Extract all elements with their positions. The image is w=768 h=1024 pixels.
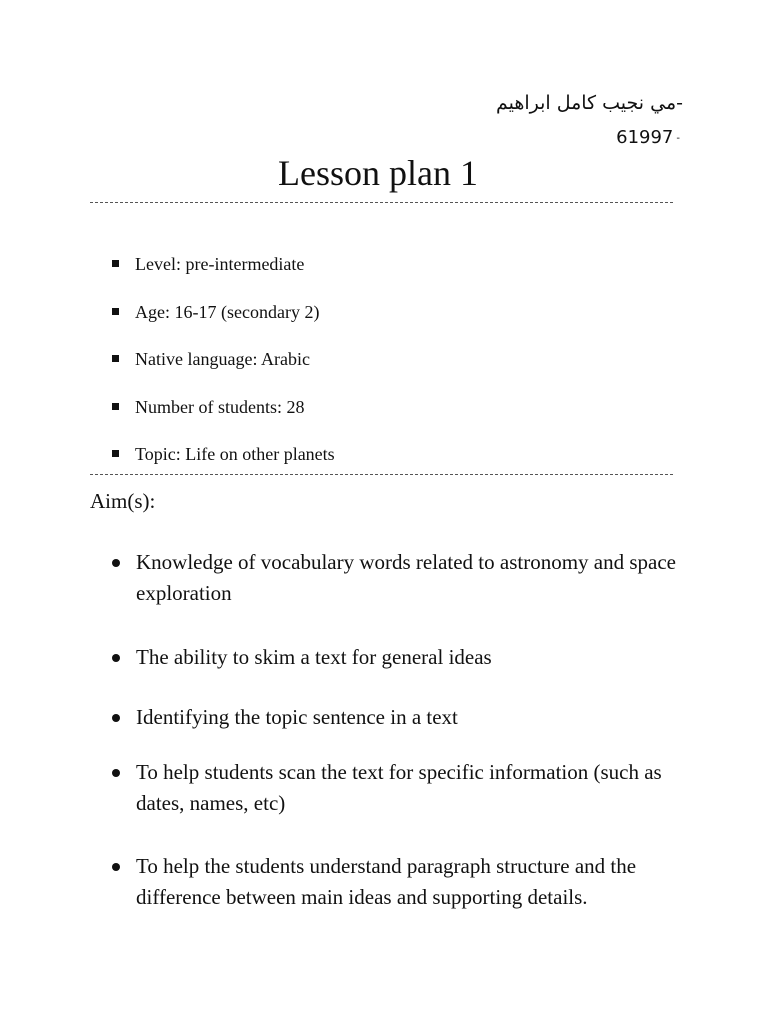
square-bullet-icon [112, 403, 119, 410]
round-bullet-icon [112, 769, 120, 777]
author-id-dash: - [676, 132, 680, 144]
author-id: 61997 [616, 127, 674, 148]
info-item-age [111, 299, 335, 347]
top-divider [90, 202, 673, 203]
middle-divider [90, 474, 673, 475]
page-title: Lesson plan 1 [278, 153, 478, 193]
aim-item [110, 702, 690, 733]
round-bullet-icon [112, 863, 120, 871]
aims-heading: Aim(s): [90, 489, 156, 513]
round-bullet-icon [112, 654, 120, 662]
square-bullet-icon [112, 355, 119, 362]
round-bullet-icon [112, 559, 120, 567]
info-item-topic [111, 441, 335, 489]
aim-text: To help students scan the text for specific information (such as dates, names, etc) [136, 760, 662, 815]
aim-text: To help the students understand paragraph structure and the difference between main ideas and supporting details. [136, 854, 637, 909]
info-item-level [111, 251, 335, 299]
round-bullet-icon [112, 714, 120, 722]
aim-text: Knowledge of vocabulary words related to astronomy and space exploration [136, 550, 676, 605]
aim-item [110, 851, 690, 913]
author-name: -مي نجيب كامل ابراهيم [495, 92, 683, 114]
info-text: Age: 16-17 (secondary 2) [135, 301, 320, 322]
aim-item [110, 642, 690, 673]
aims-list [110, 547, 690, 913]
aim-item [110, 547, 690, 609]
info-item-native-language [111, 346, 335, 394]
square-bullet-icon [112, 450, 119, 457]
lesson-info-list [111, 251, 335, 489]
author-id-line [616, 127, 680, 148]
info-text: Level: pre-intermediate [135, 254, 305, 274]
info-item-number-of-students [111, 394, 335, 442]
square-bullet-icon [112, 308, 119, 315]
aim-item [110, 757, 690, 819]
aim-text: The ability to skim a text for general ideas [136, 645, 492, 669]
aim-text: Identifying the topic sentence in a text [136, 705, 458, 729]
info-text: Topic: Life on other planets [135, 444, 335, 464]
info-text: Number of students: 28 [135, 396, 305, 417]
square-bullet-icon [112, 260, 119, 267]
info-text: Native language: Arabic [135, 349, 310, 369]
